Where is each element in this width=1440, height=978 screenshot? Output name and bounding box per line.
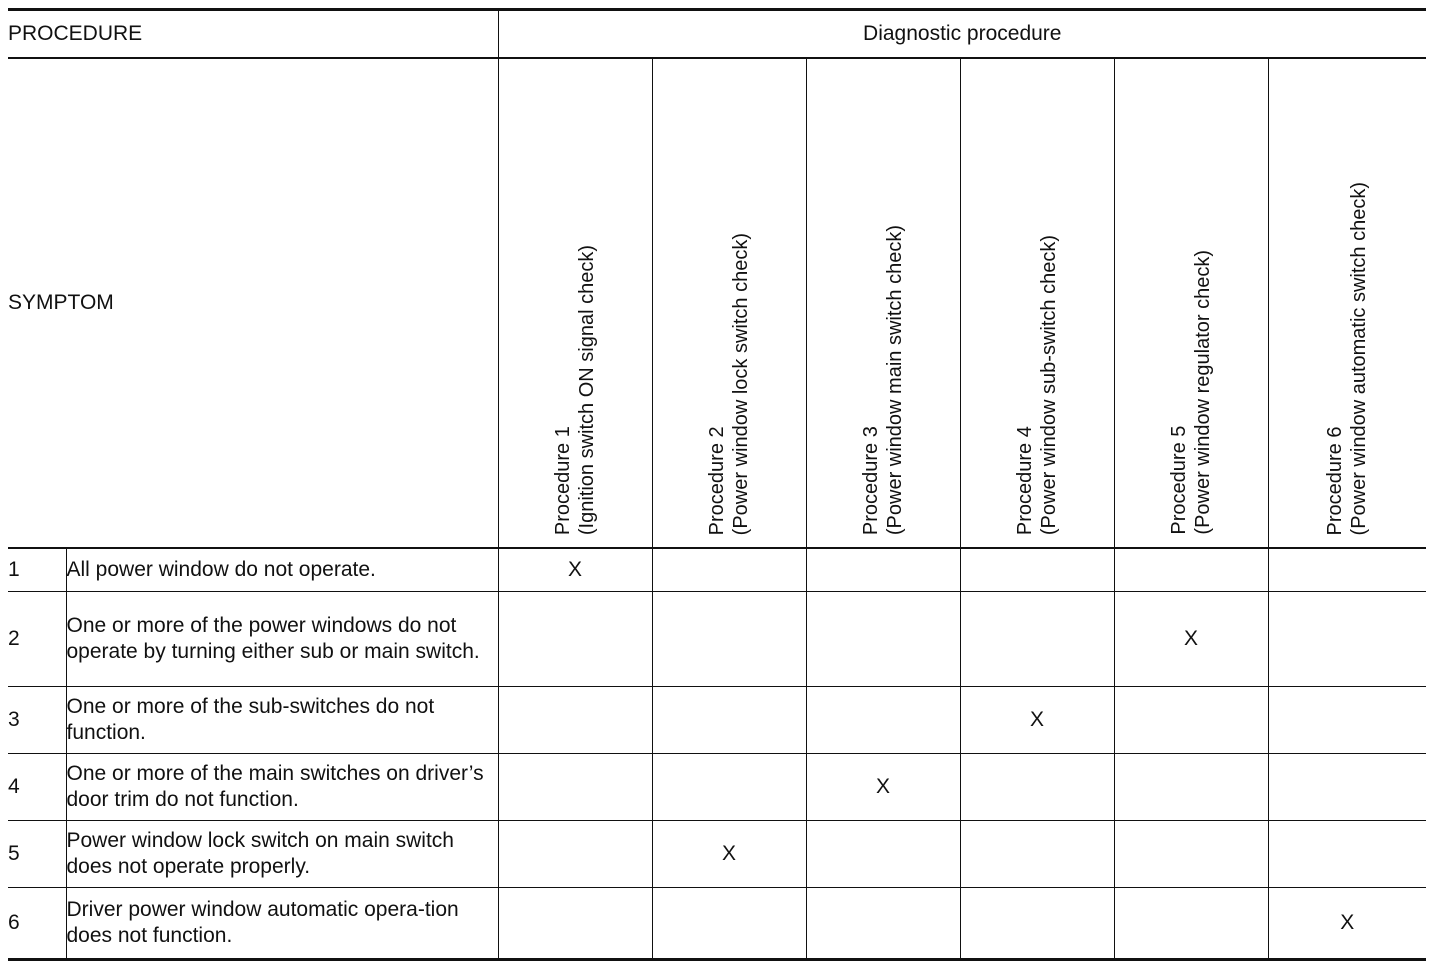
procedure-header-2: Procedure 2 (Power window lock switch check): [652, 58, 806, 548]
check-mark: [806, 821, 960, 888]
symptom-number: 5: [8, 821, 66, 888]
check-mark: [498, 592, 652, 687]
symptom-text: One or more of the sub-switches do not function.: [66, 687, 498, 754]
table-row: [8, 548, 1426, 592]
check-mark: [498, 687, 652, 754]
procedure-header-3: Procedure 3 (Power window main switch check): [806, 58, 960, 548]
check-mark: X: [806, 754, 960, 821]
check-mark: [1268, 548, 1426, 592]
check-mark: [1114, 888, 1268, 960]
table-row: [8, 821, 1426, 888]
table-row: [8, 592, 1426, 687]
check-mark: [960, 754, 1114, 821]
check-mark: [960, 888, 1114, 960]
procedure-header-1: Procedure 1 (Ignition switch ON signal check): [498, 58, 652, 548]
check-mark: [498, 888, 652, 960]
table-row: [8, 888, 1426, 960]
check-mark: [806, 548, 960, 592]
symptom-header: SYMPTOM: [8, 58, 498, 548]
check-mark: [652, 548, 806, 592]
check-mark: [498, 754, 652, 821]
check-mark: [1114, 548, 1268, 592]
check-mark: [1268, 592, 1426, 687]
symptom-text: One or more of the main switches on driver’s door trim do not function.: [66, 754, 498, 821]
symptom-text: Power window lock switch on main switch does not operate properly.: [66, 821, 498, 888]
check-mark: [652, 888, 806, 960]
check-mark: [652, 754, 806, 821]
check-mark: [1114, 821, 1268, 888]
symptom-number: 1: [8, 548, 66, 592]
symptom-text: All power window do not operate.: [66, 548, 498, 592]
check-mark: [652, 592, 806, 687]
procedure-header-5: Procedure 5 (Power window regulator check): [1114, 58, 1268, 548]
procedure-header-4: Procedure 4 (Power window sub-switch check): [960, 58, 1114, 548]
check-mark: [806, 687, 960, 754]
check-mark: [1114, 754, 1268, 821]
symptom-number: 4: [8, 754, 66, 821]
symptom-number: 2: [8, 592, 66, 687]
check-mark: [652, 687, 806, 754]
diagnostic-procedure-header: Diagnostic procedure: [498, 10, 1426, 59]
diagnostic-table: [8, 8, 1426, 961]
symptom-text: One or more of the power windows do not operate by turning either sub or main switch.: [66, 592, 498, 687]
header-row-top: [8, 10, 1426, 59]
check-mark: X: [960, 687, 1114, 754]
procedure-header: PROCEDURE: [8, 10, 498, 59]
symptom-number: 6: [8, 888, 66, 960]
symptom-number: 3: [8, 687, 66, 754]
check-mark: [960, 821, 1114, 888]
check-mark: [1268, 687, 1426, 754]
check-mark: [498, 821, 652, 888]
check-mark: [1268, 754, 1426, 821]
symptom-text: Driver power window automatic opera-tion does not function.: [66, 888, 498, 960]
check-mark: [806, 592, 960, 687]
check-mark: X: [1268, 888, 1426, 960]
header-row-procedures: [8, 58, 1426, 548]
check-mark: X: [498, 548, 652, 592]
check-mark: X: [1114, 592, 1268, 687]
check-mark: [806, 888, 960, 960]
check-mark: [960, 548, 1114, 592]
table-row: [8, 754, 1426, 821]
check-mark: X: [652, 821, 806, 888]
check-mark: [1268, 821, 1426, 888]
check-mark: [960, 592, 1114, 687]
check-mark: [1114, 687, 1268, 754]
table-row: [8, 687, 1426, 754]
procedure-header-6: Procedure 6 (Power window automatic switch check): [1268, 58, 1426, 548]
